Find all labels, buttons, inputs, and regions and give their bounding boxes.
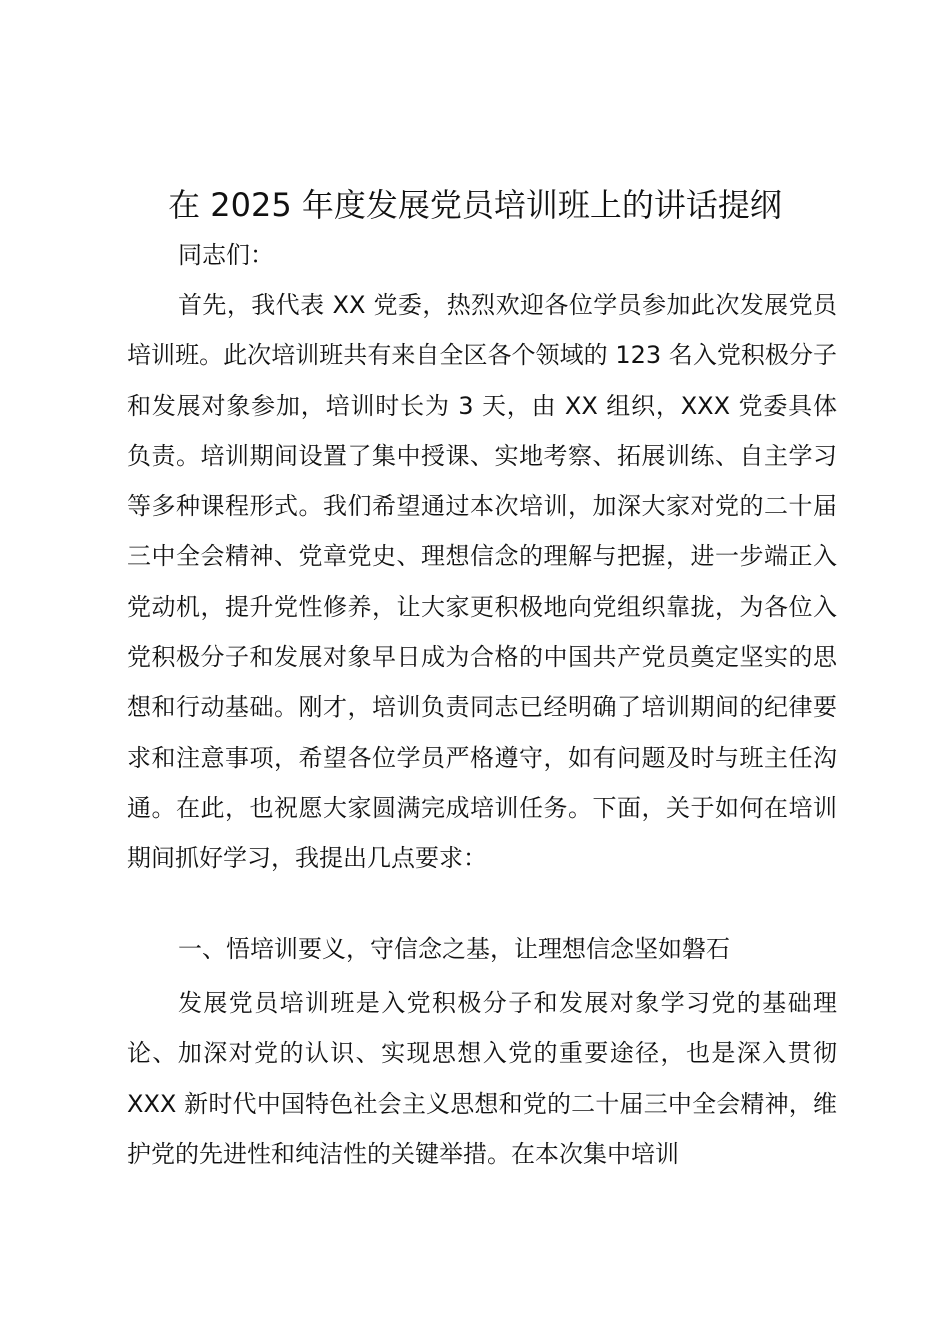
document-title: 在 2025 年度发展党员培训班上的讲话提纲 xyxy=(168,186,782,224)
paragraph-section-1: 发展党员培训班是入党积极分子和发展对象学习党的基础理论、加深对党的认识、实现思想入党的重要途径，也是深入贯彻 XXX 新时代中国特色社会主义思想和党的二十届三中全会精神，维护党的先进性和纯洁性的关键举措。在本次集中培训 xyxy=(127,989,837,1168)
section-heading: 一、悟培训要义，守信念之基，让理想信念坚如磐石 xyxy=(178,935,730,963)
greeting: 同志们： xyxy=(178,241,274,269)
paragraph-opening: 首先，我代表 XX 党委，热烈欢迎各位学员参加此次发展党员培训班。此次培训班共有来自全区各个领域的 123 名入党积极分子和发展对象参加，培训时长为 3 天，由 XX 组织，XXX 党委具体负责。培训期间设置了集中授课、实地考察、拓展训练、自主学习等多种课程形式。我们希望通过本次培训，加深大家对党的二十届三中全会精神、党章党史、理想信念的理解与把握，进一步端正入党动机，提升党性修养，让大家更积极地向党组织靠拢，为各位入党积极分子和发展对象早日成为合格的中国共产党员奠定坚实的思想和行动基础。刚才，培训负责同志已经明确了培训期间的纪律要求和注意事项，希望各位学员严格遵守，如有问题及时与班主任沟通。在此，也祝愿大家圆满完成培训任务。下面，关于如何在培训期间抓好学习，我提出几点要求： xyxy=(127,291,837,873)
